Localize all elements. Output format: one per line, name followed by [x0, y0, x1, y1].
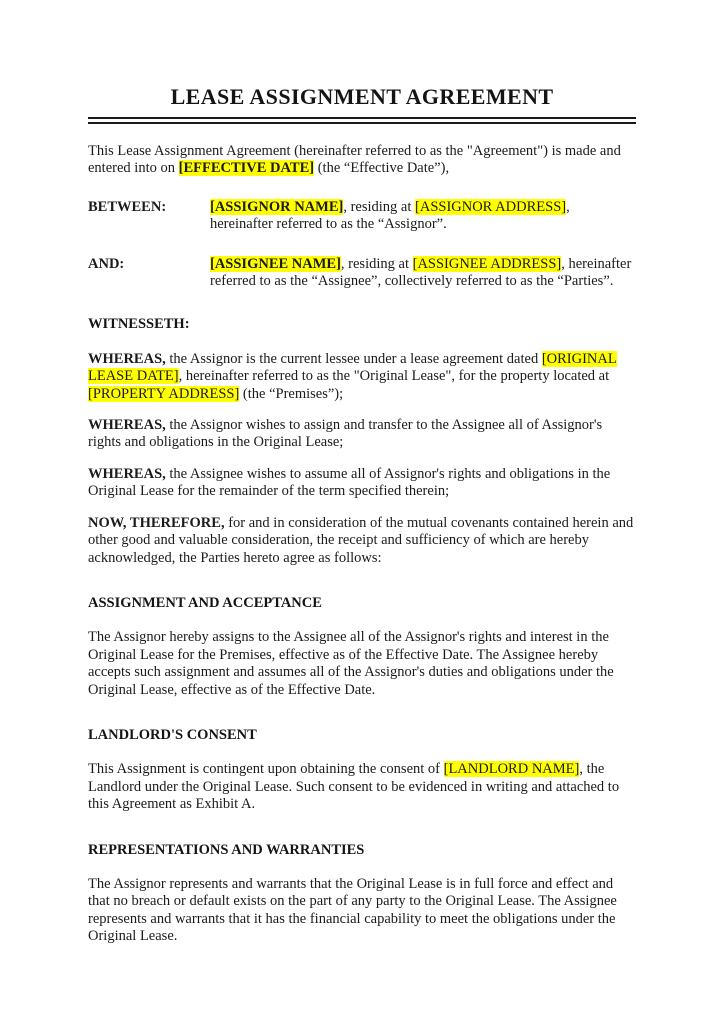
recital-paragraph-3: WHEREAS, the Assignee wishes to assume all of Assignor's rights and obligations in the Original Lease for the remainder of the term specified therein; — [88, 465, 611, 500]
party-between-text: [ASSIGNOR NAME], residing at [ASSIGNOR ADDRESS], hereinafter referred to as the “Assignor”. — [210, 198, 570, 233]
party-between-row — [88, 199, 636, 234]
recital-paragraph-2: WHEREAS, the Assignor wishes to assign and transfer to the Assignee all of Assignor's rights and obligations in the Original Lease; — [88, 417, 603, 451]
intro-paragraph: This Lease Assignment Agreement (hereinafter referred to as the "Agreement") is made and entered into on [EFFECTIVE DATE] (the “Effective Date”), — [88, 143, 621, 177]
witnesseth-heading: WITNESSETH: — [88, 316, 190, 333]
section-heading-assignment: ASSIGNMENT AND ACCEPTANCE — [88, 594, 322, 611]
party-and-text: [ASSIGNEE NAME], residing at [ASSIGNEE ADDRESS], hereinafter referred to as the “Assignee”, collectively referred to as the “Parties”. — [210, 255, 632, 290]
section-paragraph-representations: The Assignor represents and warrants that the Original Lease is in full force and effect and that no breach or default exists on the part of any party to the Original Lease. The Assignee represents and warrants that it has the financial capability to meet the obligations under the Original Lease. — [88, 875, 617, 945]
title-double-rule — [88, 117, 636, 124]
section-heading-landlords-consent: LANDLORD'S CONSENT — [88, 726, 257, 743]
party-and-row — [88, 256, 636, 291]
section-paragraph-assignment: The Assignor hereby assigns to the Assignee all of the Assignor's rights and interest in the Original Lease for the Premises, effective as of the Effective Date. The Assignee hereby accepts such assignment and assumes all of the Assignor's duties and obligations under the Original Lease, effective as of the Effective Date. — [88, 629, 614, 698]
party-between-label: BETWEEN: — [88, 198, 167, 215]
party-and-label: AND: — [88, 255, 125, 272]
now-therefore-paragraph: NOW, THEREFORE, for and in consideration of the mutual covenants contained herein and other good and valuable consideration, the receipt and sufficiency of which are hereby acknowledged, the Parties hereto agree as follows: — [88, 514, 634, 566]
document-title: LEASE ASSIGNMENT AGREEMENT — [170, 84, 554, 109]
document-content — [88, 84, 636, 960]
section-paragraph-landlords-consent: This Assignment is contingent upon obtaining the consent of [LANDLORD NAME], the Landlord under the Original Lease. Such consent to be evidenced in writing and attached to this Agreement as Exhibit A. — [88, 761, 620, 813]
section-heading-representations: REPRESENTATIONS AND WARRANTIES — [88, 841, 365, 858]
recital-paragraph-1: WHEREAS, the Assignor is the current lessee under a lease agreement dated [ORIGINAL LEASE DATE], hereinafter referred to as the "Original Lease", for the property located at [PROPERTY ADDRESS] (the “Premises”); — [88, 350, 617, 402]
